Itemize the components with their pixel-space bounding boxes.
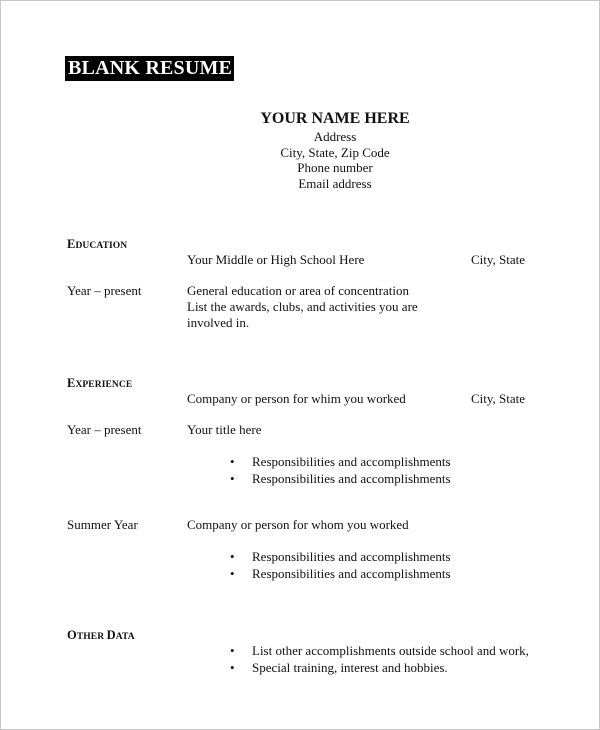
education-detail: List the awards, clubs, and activities you are: [187, 299, 418, 314]
bullet-icon: •: [230, 566, 235, 581]
city-state-zip-line: City, State, Zip Code: [280, 144, 390, 160]
job1-company: Company or person for whim you worked: [187, 391, 406, 406]
list-item: • Responsibilities and accomplishments: [230, 471, 451, 486]
education-heading: EDUCATION: [67, 237, 128, 251]
job1-title: Your title here: [187, 422, 262, 437]
education-detail: General education or area of concentration: [187, 283, 409, 298]
email-line: Email address: [298, 175, 372, 191]
banner-title: BLANK RESUME: [65, 56, 234, 81]
school-location: City, State: [471, 252, 526, 267]
education-year: Year – present: [67, 283, 142, 298]
job1-location: City, State: [471, 391, 526, 406]
list-item: • Responsibilities and accomplishments: [230, 454, 451, 469]
bullet-icon: •: [230, 660, 235, 675]
list-item: • List other accomplishments outside school and work,: [230, 643, 529, 658]
name-heading: YOUR NAME HERE: [260, 110, 410, 127]
bullet-icon: •: [230, 549, 235, 564]
list-item: • Responsibilities and accomplishments: [230, 549, 451, 564]
experience-heading: EXPERIENCE: [67, 376, 133, 390]
job1-year: Year – present: [67, 422, 142, 437]
education-detail: involved in.: [187, 315, 250, 330]
job2-company: Company or person for whom you worked: [187, 517, 409, 532]
contact-header: [1, 109, 600, 191]
school-name: Your Middle or High School Here: [187, 252, 365, 267]
list-item: • Special training, interest and hobbies.: [230, 660, 448, 675]
bullet-icon: •: [230, 471, 235, 486]
phone-line: Phone number: [297, 160, 373, 175]
address-line: Address: [313, 129, 357, 144]
list-item: • Responsibilities and accomplishments: [230, 566, 451, 581]
other-data-heading: OTHER DATA: [67, 628, 135, 642]
bullet-icon: •: [230, 643, 235, 658]
bullet-icon: •: [230, 454, 235, 469]
job2-year: Summer Year: [67, 517, 138, 532]
